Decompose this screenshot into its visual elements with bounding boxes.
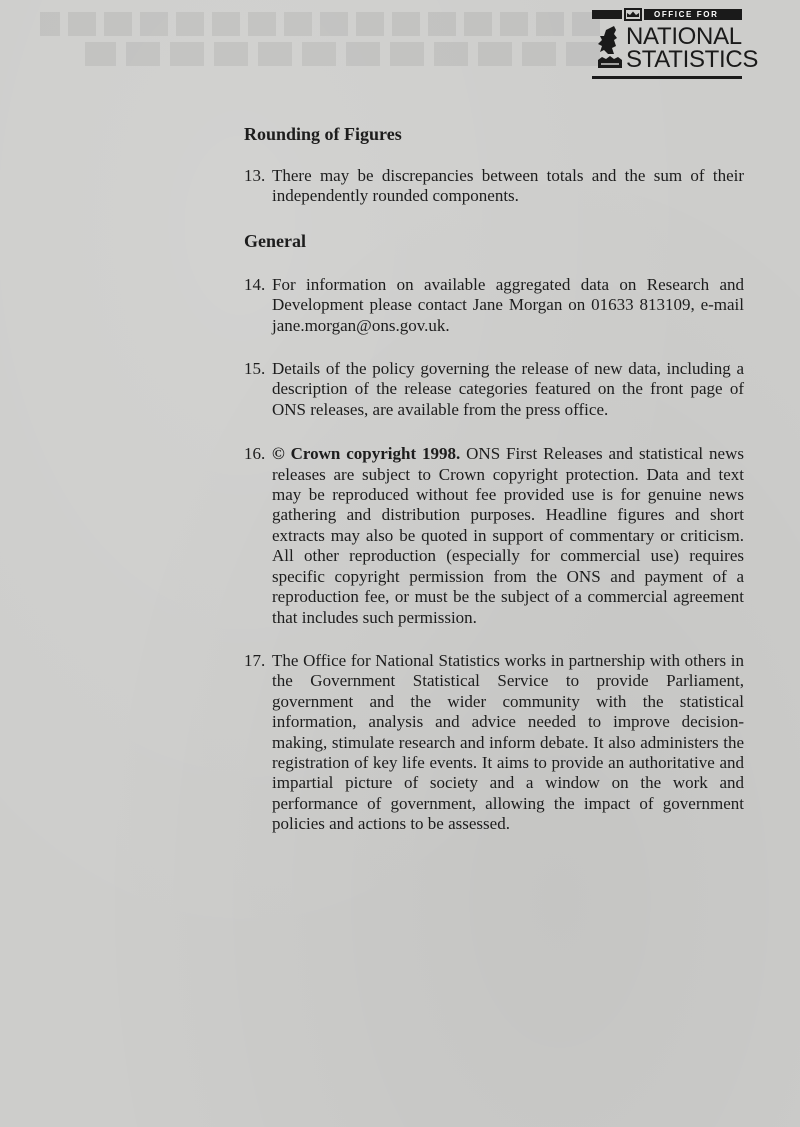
copyright-notice: © Crown copyright 1998.	[272, 444, 461, 464]
paragraph-number: 13.	[244, 166, 266, 185]
paragraph-text: There may be discrepancies between totals and the sum of their independently rounded components.	[272, 166, 744, 206]
logo-office-for: OFFICE FOR	[644, 9, 742, 20]
logo-black-block	[592, 10, 622, 19]
crown-icon	[624, 8, 642, 21]
paragraph-text: ONS First Releases and statistical news releases are subject to Crown copyright protection. Data and text may be reproduced without fee provided use is for genuine news gathering and distribution purposes. Headline figures and short extracts may also be quoted in support of commentary or criticism. All other reproduction (especially for commercial use) requires specific copyright permission from the ONS and payment of a reproduction fee, or must be the subject of a commercial agreement that includes such permission.	[272, 444, 744, 627]
paragraph-text: For information on available aggregated data on Research and Development please contact Jane Morgan on 01633 813109, e-mail jane.morgan@ons.gov.uk.	[272, 274, 744, 335]
paragraph-number: 16.	[244, 444, 266, 464]
paragraph-16	[244, 444, 744, 628]
bleed-through-text	[40, 12, 600, 66]
logo-statistics: STATISTICS	[626, 46, 759, 73]
paragraph-number: 14.	[244, 274, 266, 294]
lion-emblem-icon	[592, 24, 626, 72]
paragraph-15	[244, 359, 744, 420]
paragraph-number: 15.	[244, 359, 266, 379]
document-body	[244, 122, 744, 835]
logo-rule	[592, 76, 742, 79]
paragraph-13	[244, 166, 744, 207]
logo-national: NATIONAL	[626, 23, 742, 50]
heading-rounding-of-figures: Rounding of Figures	[244, 124, 402, 144]
logo-top-bar	[592, 8, 742, 21]
paragraph-14	[244, 275, 744, 336]
paragraph-number: 17.	[244, 650, 266, 670]
ons-logo	[592, 8, 759, 86]
paragraph-text: The Office for National Statistics works in partnership with others in the Government Statistical Service to provide Parliament, government and the wider community with the statistical information, analysis and advice needed to improve decision-making, stimulate research and inform debate. It also administers the registration of key life events. It aims to provide an authoritative and impartial picture of society and a window on the work and performance of government, allowing the impact of government policies and actions to be assessed.	[272, 650, 744, 834]
heading-general: General	[244, 230, 306, 251]
paragraph-17	[244, 651, 744, 835]
paragraph-text: Details of the policy governing the release of new data, including a description of the release categories featured on the front page of ONS releases, are available from the press office.	[272, 359, 744, 419]
